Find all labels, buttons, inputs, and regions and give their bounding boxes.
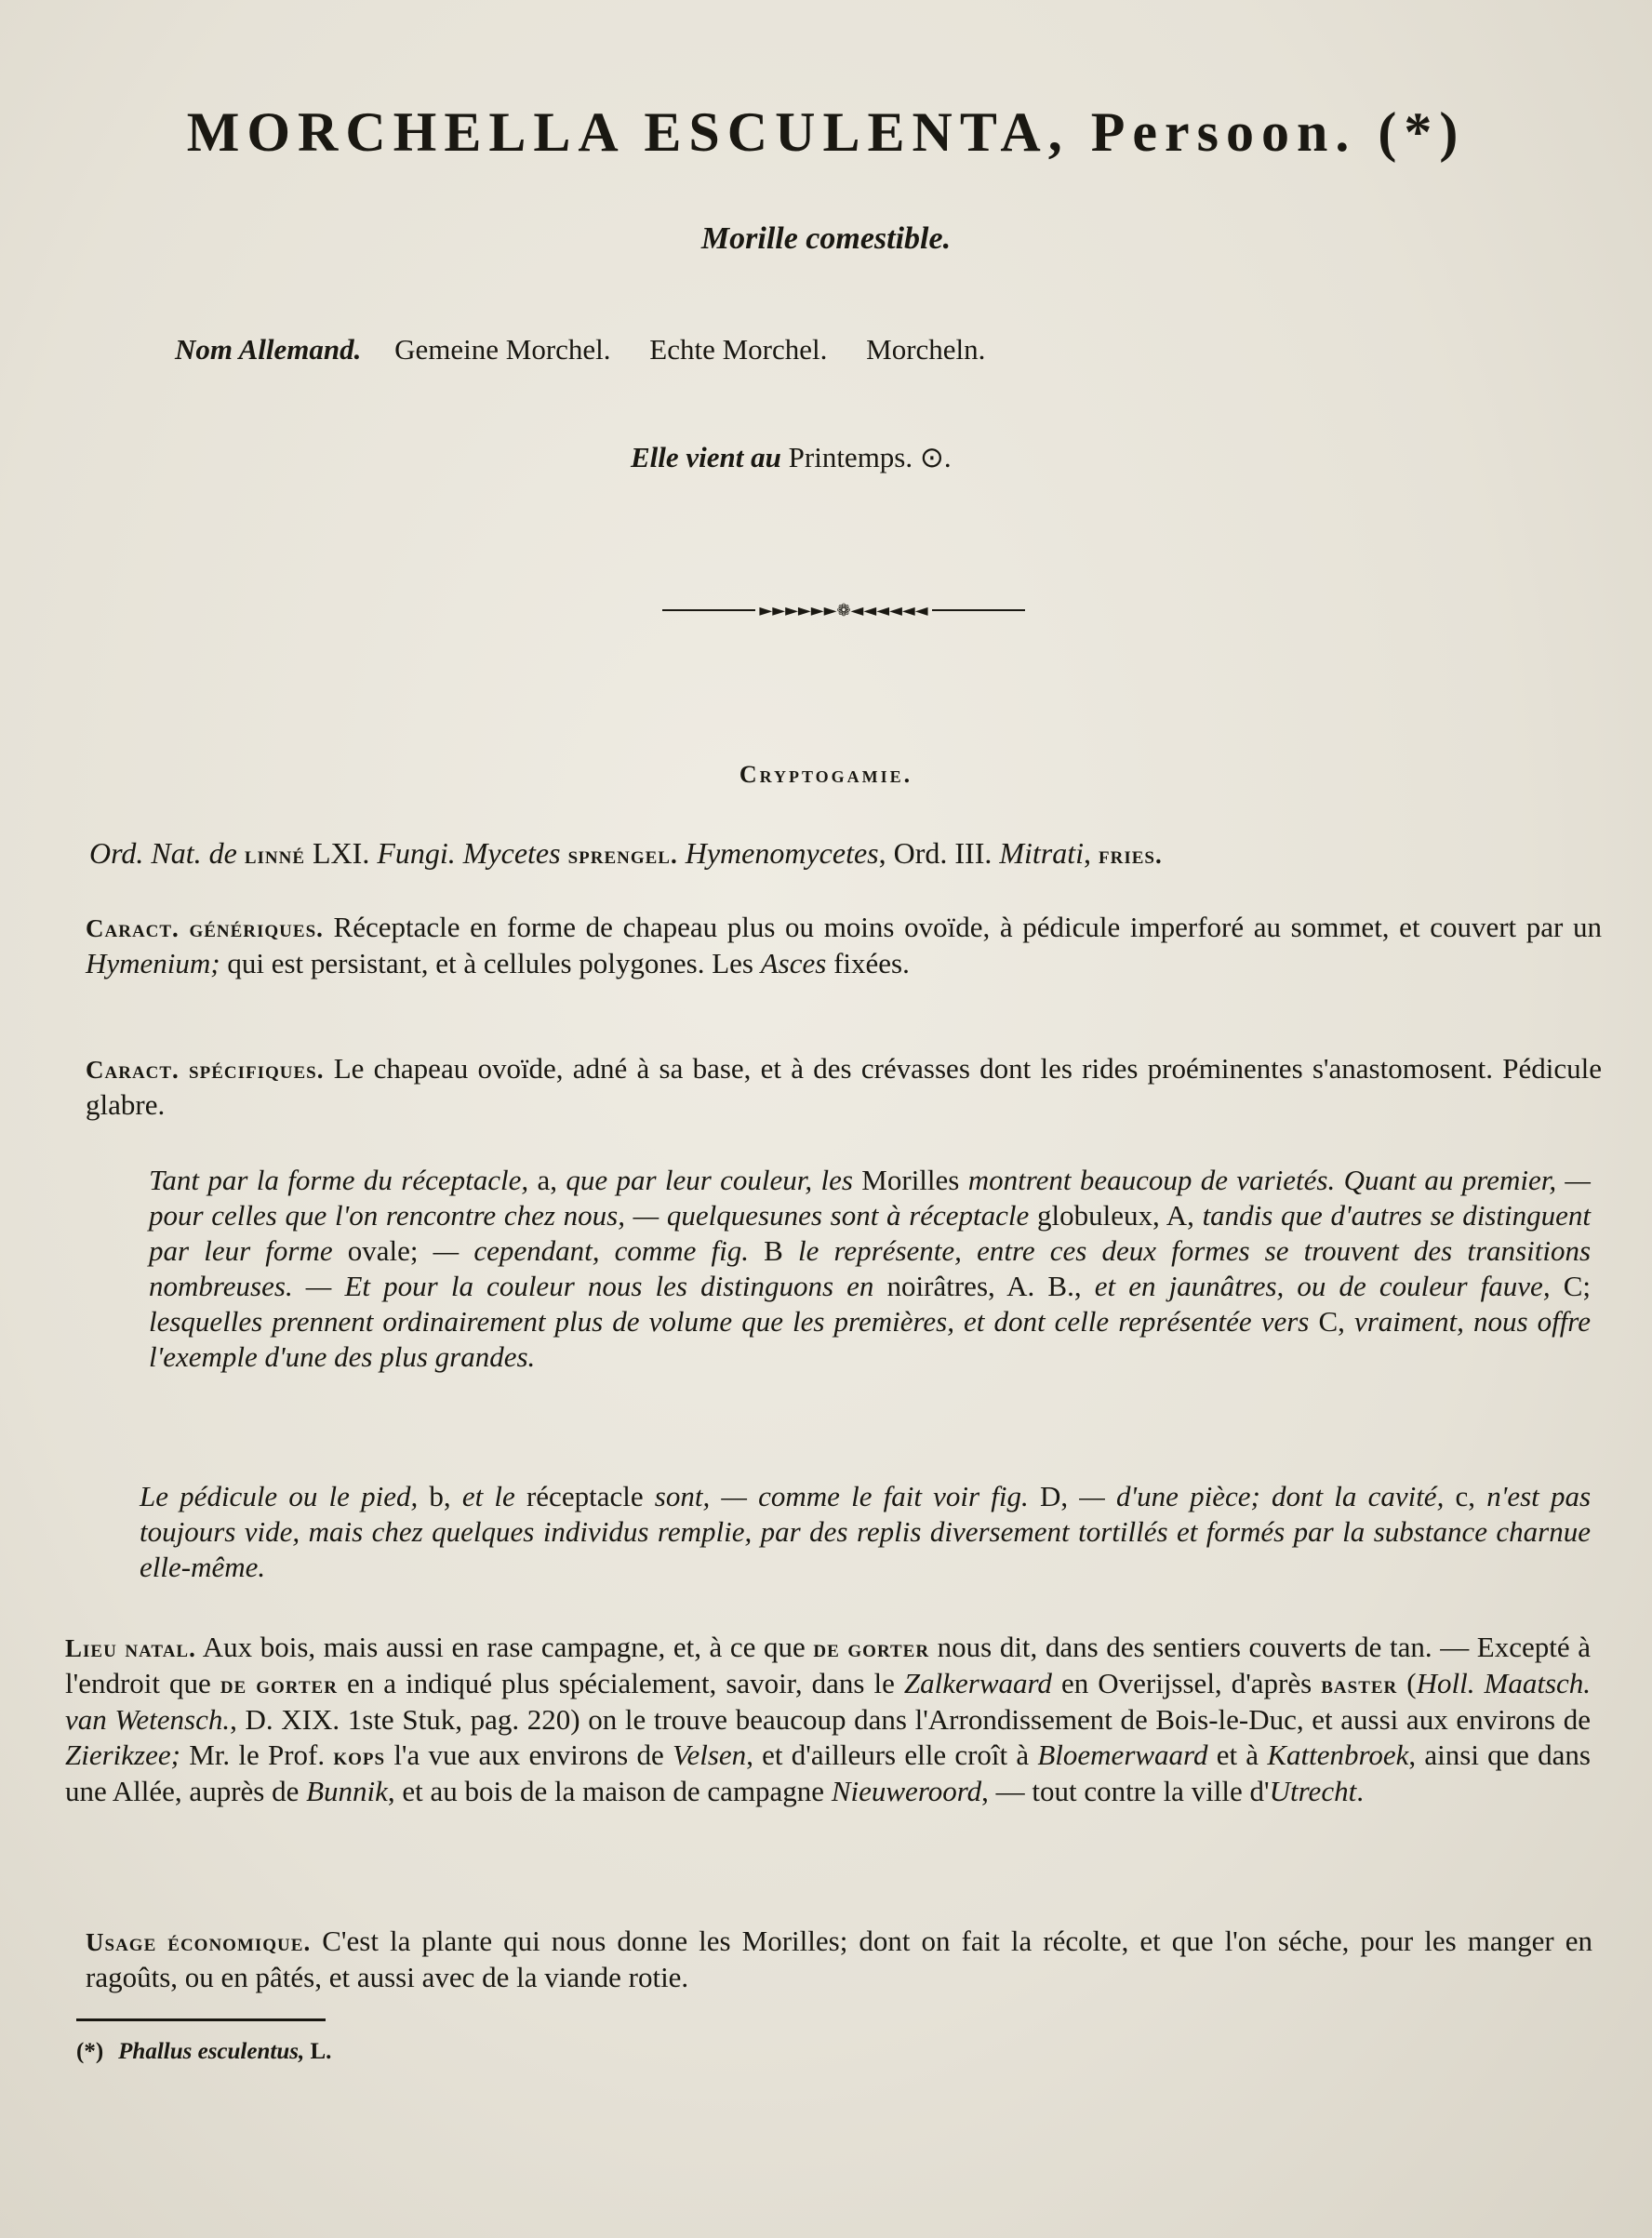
place-name: Velsen xyxy=(672,1738,747,1771)
paragraph-label: Caract. génériques. xyxy=(86,914,324,942)
varieties-paragraph xyxy=(149,1163,1591,1375)
paragraph-text: lesquelles prennent ordinairement plus de volume que les premières, et dont celle représentée vers xyxy=(149,1305,1310,1338)
footnote-author: L. xyxy=(304,2039,332,2064)
order-group: Mitrati xyxy=(999,836,1085,870)
paragraph-term: Hymenium; xyxy=(86,947,220,979)
german-name: Morcheln. xyxy=(866,333,986,366)
paragraph-text: Mr. le Prof. xyxy=(180,1738,334,1771)
author-name: fries. xyxy=(1099,841,1163,869)
paragraph-text: et le xyxy=(461,1480,515,1512)
paragraph-text: en Overijssel, d'après xyxy=(1051,1667,1322,1699)
divider-ornament: ►►►►►►❁◄◄◄◄◄◄ xyxy=(759,600,928,620)
paragraph-text: nous dit, dans des sentiers couverts de tan. — Excepté à l'endroit que xyxy=(65,1631,1591,1699)
paragraph-text: et à xyxy=(1207,1738,1268,1771)
paragraph-text: a, xyxy=(528,1164,566,1196)
author-name: linné xyxy=(244,841,305,869)
generic-characters-paragraph xyxy=(86,910,1602,981)
paragraph-text: Aux bois, mais aussi en rase campagne, et, à ce que xyxy=(195,1631,814,1663)
classification-line xyxy=(89,835,1605,873)
order-number: , Ord. III. xyxy=(878,836,993,870)
footnote-rule xyxy=(76,2018,326,2021)
paragraph-text: , et d'ailleurs elle croît à xyxy=(746,1738,1038,1771)
paragraph-text: noirâtres, A. B., xyxy=(873,1270,1095,1302)
habitat-paragraph xyxy=(65,1630,1591,1809)
paragraph-text: sont, — comme le fait voir fig. xyxy=(654,1480,1029,1512)
paragraph-text: B xyxy=(749,1234,798,1267)
ornamental-divider xyxy=(662,599,1025,621)
order-number: LXI. xyxy=(313,836,370,870)
paragraph-text: que par leur couleur, les xyxy=(566,1164,853,1196)
paragraph-text: , et au bois de la maison de campagne xyxy=(387,1775,832,1807)
order-group: Hymenomycetes xyxy=(685,836,879,870)
paragraph-text: qui est persistant, et à cellules polygones. Les xyxy=(220,947,761,979)
paragraph-text: le représente, entre ces deux formes se trouvent des transitions nombreuses. — Et pour la couleur nous les distinguons en xyxy=(149,1234,1592,1302)
paragraph-text: réceptacle xyxy=(514,1480,655,1512)
paragraph-term: Asces xyxy=(760,947,827,979)
paragraph-label: Caract. spécifiques. xyxy=(86,1056,325,1084)
paragraph-text: D, xyxy=(1028,1480,1080,1512)
paragraph-text: , D. XIX. 1ste Stuk, pag. 220) on le trouve beaucoup dans l'Arrondissement de Bois-le-Duc, et aussi aux environs de xyxy=(230,1703,1591,1736)
paragraph-text: tandis que d'autres se distinguent par leur forme xyxy=(149,1199,1591,1267)
place-name: Nieuweroord xyxy=(831,1775,982,1807)
paragraph-text: ( xyxy=(1397,1667,1417,1699)
paragraph-text: Le chapeau ovoïde, adné à sa base, et à des crévasses dont les rides proéminentes s'anastomosent. Pédicule glabre. xyxy=(86,1052,1602,1121)
author-name: de gorter xyxy=(813,1634,930,1662)
author-name: de gorter xyxy=(220,1671,338,1698)
place-name: Kattenbroek xyxy=(1267,1738,1409,1771)
place-name: Utrecht xyxy=(1269,1775,1357,1807)
paragraph-text: fixées. xyxy=(826,947,910,979)
annual-symbol: ⊙. xyxy=(919,441,952,473)
author-name: sprengel. xyxy=(567,841,678,869)
season-line xyxy=(631,441,952,474)
place-name: Zalkerwaard xyxy=(903,1667,1052,1699)
paragraph-text: Réceptacle en forme de chapeau plus ou moins ovoïde, à pédicule imperforé au sommet, et couvert par un xyxy=(323,911,1602,943)
stalk-paragraph xyxy=(140,1479,1591,1585)
season-word: Printemps. xyxy=(788,441,913,473)
place-name: Bloemerwaard xyxy=(1037,1738,1208,1771)
paragraph-text: Tant par la forme du réceptacle, xyxy=(149,1164,529,1196)
common-name-subtitle: Morille comestible. xyxy=(700,221,952,256)
paragraph-text: en a indiqué plus spécialement, savoir, dans le xyxy=(337,1667,904,1699)
paragraph-text: C; xyxy=(1550,1270,1591,1302)
paragraph-text: l'a vue aux environs de xyxy=(385,1738,673,1771)
order-text: Ord. Nat. de xyxy=(89,836,237,870)
german-name: Echte Morchel. xyxy=(649,333,828,366)
paragraph-text: — d'une pièce; dont la cavité, xyxy=(1079,1480,1445,1512)
page-title: MORCHELLA ESCULENTA, Persoon. (*) xyxy=(186,101,1466,163)
german-names xyxy=(175,333,1017,366)
paragraph-text: Morilles xyxy=(852,1164,968,1196)
divider-line-left xyxy=(662,609,755,611)
paragraph-text: — cependant, comme fig. xyxy=(433,1234,750,1267)
author-name: kops xyxy=(333,1742,386,1770)
paragraph-text: C'est la plante qui nous donne les Morilles; dont on fait la récolte, et que l'on séche, pour les manger en ragoûts, ou en pâtés, et aussi avec de la viande rotie. xyxy=(86,1925,1592,1993)
season-text: Elle vient au xyxy=(631,441,781,473)
german-name: Gemeine Morchel. xyxy=(394,333,611,366)
paragraph-text: n'est pas toujours vide, mais chez quelques individus remplie, par des replis diversement tortillés et formés par la substance charnue elle-même. xyxy=(140,1480,1592,1583)
paragraph-text: et en jaunâtres, ou de couleur fauve, xyxy=(1094,1270,1551,1302)
divider-line-right xyxy=(932,609,1025,611)
paragraph-text: b, xyxy=(418,1480,462,1512)
specific-characters-paragraph xyxy=(86,1051,1602,1123)
paragraph-text: globuleux, A, xyxy=(1029,1199,1203,1232)
paragraph-text: c, xyxy=(1444,1480,1487,1512)
paragraph-text: , ainsi que dans une Allée, auprès de xyxy=(65,1738,1591,1807)
order-group: Fungi. Mycetes xyxy=(377,836,561,870)
footnote-mark: (*) xyxy=(76,2039,104,2064)
paragraph-text: vraiment, nous offre l'exemple d'une des plus grandes. xyxy=(149,1305,1591,1373)
paragraph-text: . xyxy=(1356,1775,1364,1807)
place-name: Bunnik xyxy=(306,1775,388,1807)
author-name: baster xyxy=(1321,1671,1398,1698)
paragraph-text: montrent beaucoup de varietés. Quant au premier, — pour celles que l'on rencontre chez nous, — quelquesunes sont à réceptacle xyxy=(149,1164,1591,1232)
usage-paragraph xyxy=(86,1924,1592,1995)
place-name: Zierikzee; xyxy=(65,1738,180,1771)
citation-title: Holl. Maatsch. van Wetensch. xyxy=(65,1667,1592,1736)
paragraph-text: Le pédicule ou le pied, xyxy=(140,1480,419,1512)
paragraph-text: ovale; xyxy=(332,1234,433,1267)
paragraph-label: Lieu natal. xyxy=(65,1634,196,1662)
footnote-synonym: Phallus esculentus, xyxy=(118,2039,305,2064)
section-heading: Cryptogamie. xyxy=(739,761,913,788)
german-names-label: Nom Allemand. xyxy=(175,333,362,366)
paragraph-label: Usage économique. xyxy=(86,1928,312,1956)
paragraph-text: , — tout contre la ville d' xyxy=(981,1775,1270,1807)
paragraph-text: C, xyxy=(1309,1305,1354,1338)
punctuation: , xyxy=(1084,836,1092,870)
footnote xyxy=(76,2039,331,2065)
